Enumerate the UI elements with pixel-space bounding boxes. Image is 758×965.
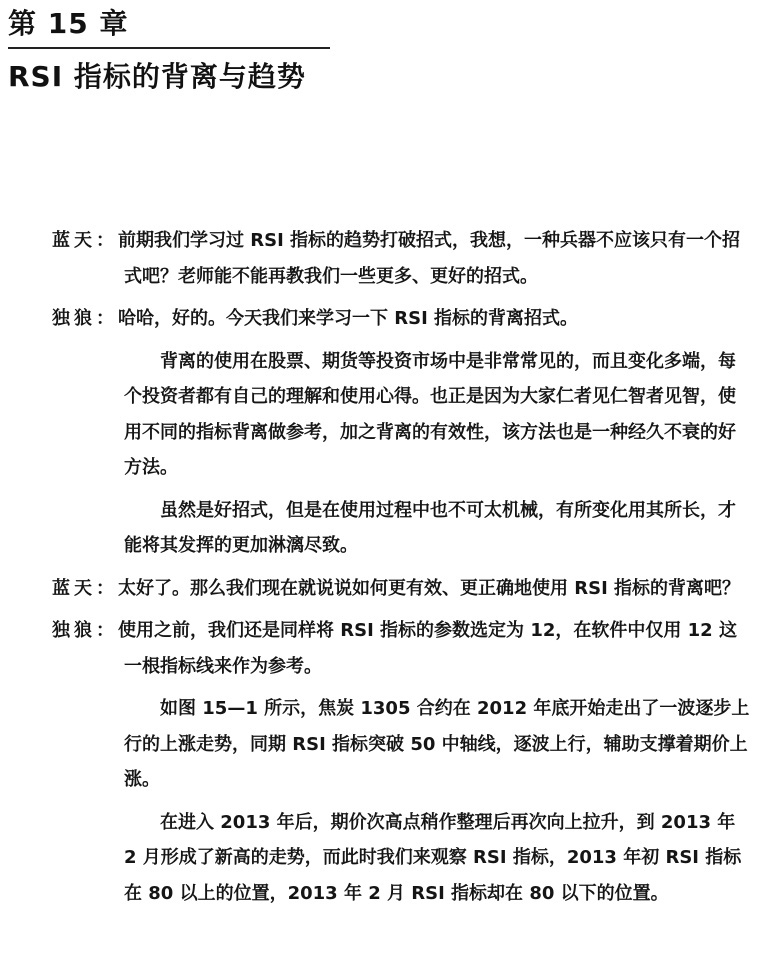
- dialog-paragraph: [52, 301, 752, 337]
- paragraph-text: 哈哈，好的。今天我们来学习一下 RSI 指标的背离招式。: [118, 308, 579, 329]
- paragraph-text: 前期我们学习过 RSI 指标的趋势打破招式，我想，一种兵器不应该只有一个招式吧？老师能不能再教我们一些更多、更好的招式。: [118, 230, 741, 287]
- dialog-paragraph: [52, 223, 752, 294]
- dialog-paragraph: [52, 571, 752, 607]
- speaker-label: 独狼：: [52, 620, 118, 641]
- body-paragraph: 背离的使用在股票、期货等投资市场中是非常常见的，而且变化多端，每个投资者都有自己的理解和使用心得。也正是因为大家仁者见仁智者见智，使用不同的指标背离做参考，加之背离的有效性，该方法也是一种经久不衰的好方法。: [124, 350, 736, 478]
- body-paragraph: 在进入 2013 年后，期价次高点稍作整理后再次向上拉升，到 2013 年 2 月形成了新高的走势，而此时我们来观察 RSI 指标，2013 年初 RSI 指标在 80 以上的位置，2013 年 2 月 RSI 指标却在 80 以下的位置。: [124, 811, 742, 904]
- speaker-label: 蓝天：: [52, 230, 118, 251]
- body-paragraph: 虽然是好招式，但是在使用过程中也不可太机械，有所变化用其所长，才能将其发挥的更加淋漓尽致。: [124, 499, 736, 556]
- body-text: [52, 223, 752, 918]
- chapter-title: RSI 指标的背离与趋势: [8, 60, 306, 93]
- speaker-label: 独狼：: [52, 308, 118, 329]
- paragraph-text: 使用之前，我们还是同样将 RSI 指标的参数选定为 12，在软件中仅用 12 这一根指标线来作为参考。: [118, 620, 737, 677]
- speaker-label: 蓝天：: [52, 577, 118, 599]
- paragraph-text: 太好了。那么我们现在就说说如何更有效、更正确地使用 RSI 指标的背离吧？: [118, 577, 741, 599]
- dialog-paragraph: [52, 613, 752, 684]
- chapter-number: 第 15 章: [8, 7, 129, 40]
- title-rule: [8, 47, 330, 49]
- body-paragraph: 如图 15—1 所示，焦炭 1305 合约在 2012 年底开始走出了一波逐步上行的上涨走势，同期 RSI 指标突破 50 中轴线，逐波上行，辅助支撑着期价上涨。: [124, 698, 750, 790]
